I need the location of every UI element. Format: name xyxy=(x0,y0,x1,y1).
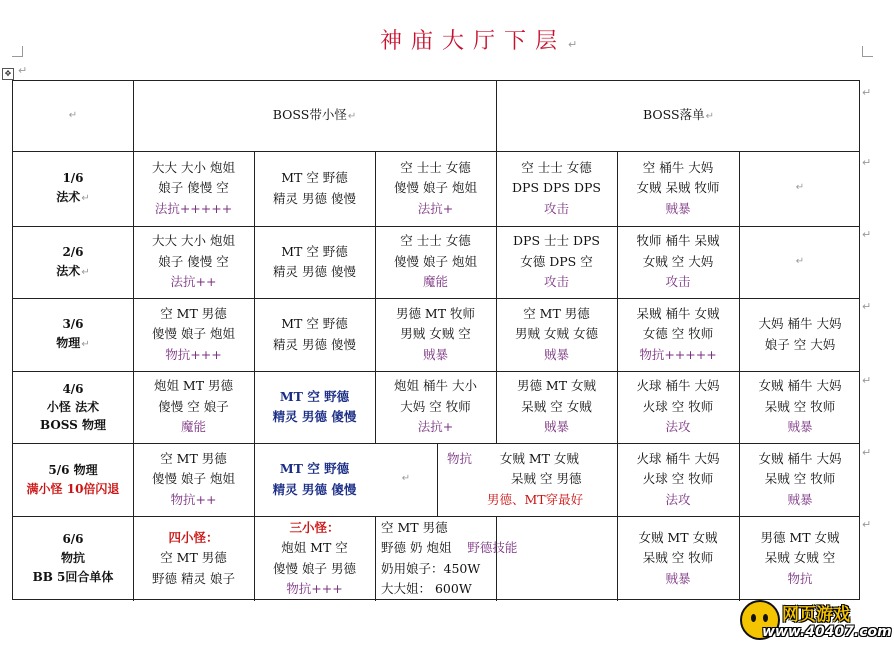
formation-cell: 大妈 桶牛 大妈 娘子 空 大妈 xyxy=(758,316,842,352)
page-corner-mark xyxy=(12,46,23,57)
paragraph-mark: ↵ xyxy=(862,86,872,99)
formation-cell: 炮姐 桶牛 大小 大妈 空 牧师 法抗+ xyxy=(394,378,477,435)
formation-cell: DPS 士士 DPS 女德 DPS 空 攻击 xyxy=(513,233,600,290)
row-label: 2/6 法术↵ xyxy=(56,244,90,278)
formation-cell: 大大 大小 炮姐 娘子 傻慢 空 法抗+++++ xyxy=(152,159,235,216)
formation-cell: MT 空 野德 精灵 男德 傻慢 xyxy=(272,461,357,497)
formation-cell: 空 桶牛 大妈 女贼 呆贼 牧师 贼暴 xyxy=(636,159,720,216)
formation-cell: 空 士士 女德 傻慢 娘子 炮姐 魔能 xyxy=(394,233,477,290)
row-label: 3/6 物理↵ xyxy=(56,317,90,350)
formation-cell: 男德 MT 牧师 男贼 女贼 空 贼暴 xyxy=(395,305,476,362)
skill-note: 野德技能 xyxy=(467,540,518,555)
formation-cell: MT 空 野德 精灵 男德 傻慢 xyxy=(273,316,356,352)
formation-cell: 火球 桶牛 大妈 火球 空 牧师 法攻 xyxy=(636,450,720,507)
paragraph-mark: ↵ xyxy=(862,228,872,241)
formation-cell: 火球 桶牛 大妈 火球 空 牧师 法攻 xyxy=(636,378,720,435)
formation-cell: MT 空 野德 精灵 男德 傻慢 xyxy=(272,388,357,424)
formation-cell: 空 MT 男德 傻慢 娘子 炮姐 物抗++ xyxy=(152,450,235,507)
formation-cell: MT 空 野德 精灵 男德 傻慢 xyxy=(273,170,356,206)
formation-cell-empty: ↵ xyxy=(795,182,805,194)
formation-cell: 空 士士 女德 傻慢 娘子 炮姐 法抗+ xyxy=(394,159,477,216)
formation-cell: 女贼 桶牛 大妈 呆贼 空 牧师 贼暴 xyxy=(758,450,842,507)
paragraph-mark: ↵ xyxy=(862,300,872,313)
formation-cell: 空 MT 男德 男贼 女贼 女德 贼暴 xyxy=(515,305,598,362)
formation-cell: 四小怪： 空 MT 男德 野德 精灵 娘子 xyxy=(152,529,235,586)
row-label: 1/6 法术↵ xyxy=(56,171,90,204)
document-title: 神庙大厅下层 ↵ xyxy=(380,29,578,54)
row-label: 5/6 物理 满小怪 10倍闪退 xyxy=(13,443,133,516)
formation-cell: 呆贼 桶牛 女贼 女德 空 牧师 物抗+++++ xyxy=(636,305,720,362)
formation-cell-merged: 物抗 女贼 MT 女贼 呆贼 空 男德 男德、MT穿最好 xyxy=(437,443,617,516)
gear-advice: 男德、MT穿最好 xyxy=(487,491,584,507)
header-boss-with-adds: BOSS带小怪↵ xyxy=(272,106,357,122)
watermark-url: www.40407.com xyxy=(762,624,892,640)
paragraph-mark: ↵ xyxy=(862,446,872,459)
row-label: 4/6 小怪 法术 BOSS 物理 xyxy=(39,382,107,432)
paragraph-mark: ↵ xyxy=(862,518,872,531)
row-warning-label: 满小怪 10倍闪退 xyxy=(26,481,120,496)
formation-cell-empty: ↵ xyxy=(401,473,411,485)
schedule-table xyxy=(12,80,860,600)
header-corner-cell: ↵ xyxy=(68,109,78,121)
paragraph-mark: ↵ xyxy=(862,374,872,387)
formation-cell: 空 MT 男德 傻慢 娘子 炮姐 物抗+++ xyxy=(152,305,235,362)
formation-cell-merged: 空 MT 男德 野德 奶 炮姐 野德技能 奶用娘子：450W 大大姐： 600W xyxy=(381,519,518,596)
header-boss-alone: BOSS落单↵ xyxy=(643,106,714,122)
formation-cell: 女贼 桶牛 大妈 呆贼 空 牧师 贼暴 xyxy=(758,378,842,435)
watermark-brand: 网页游戏 xyxy=(782,605,850,625)
paragraph-mark: ↵ xyxy=(862,156,872,169)
formation-cell: 大大 大小 炮姐 娘子 傻慢 空 法抗++ xyxy=(152,233,235,290)
formation-cell: 男德 MT 女贼 呆贼 女贼 空 物抗 xyxy=(760,529,840,586)
paragraph-mark: ↵ xyxy=(18,64,28,77)
formation-cell: 炮姐 MT 男德 傻慢 空 娘子 魔能 xyxy=(153,378,234,435)
formation-cell-empty: ↵ xyxy=(795,255,805,267)
formation-cell: 空 士士 女德 DPS DPS DPS 攻击 xyxy=(512,159,601,216)
formation-cell: MT 空 野德 精灵 男德 傻慢 xyxy=(273,243,356,279)
formation-cell: 三小怪： 炮姐 MT 空 傻慢 娘子 男德 物抗+++ xyxy=(273,519,356,596)
table-move-handle[interactable]: ✥ xyxy=(2,68,14,80)
formation-cell: 牧师 桶牛 呆贼 女贼 空 大妈 攻击 xyxy=(636,233,720,290)
row-label: 6/6 物抗 BB 5回合单体 xyxy=(32,532,114,584)
site-watermark xyxy=(740,598,892,644)
formation-cell: 女贼 MT 女贼 呆贼 空 牧师 贼暴 xyxy=(638,529,718,586)
page-corner-mark xyxy=(862,46,873,57)
formation-cell: 男德 MT 女贼 呆贼 空 女贼 贼暴 xyxy=(516,378,597,435)
